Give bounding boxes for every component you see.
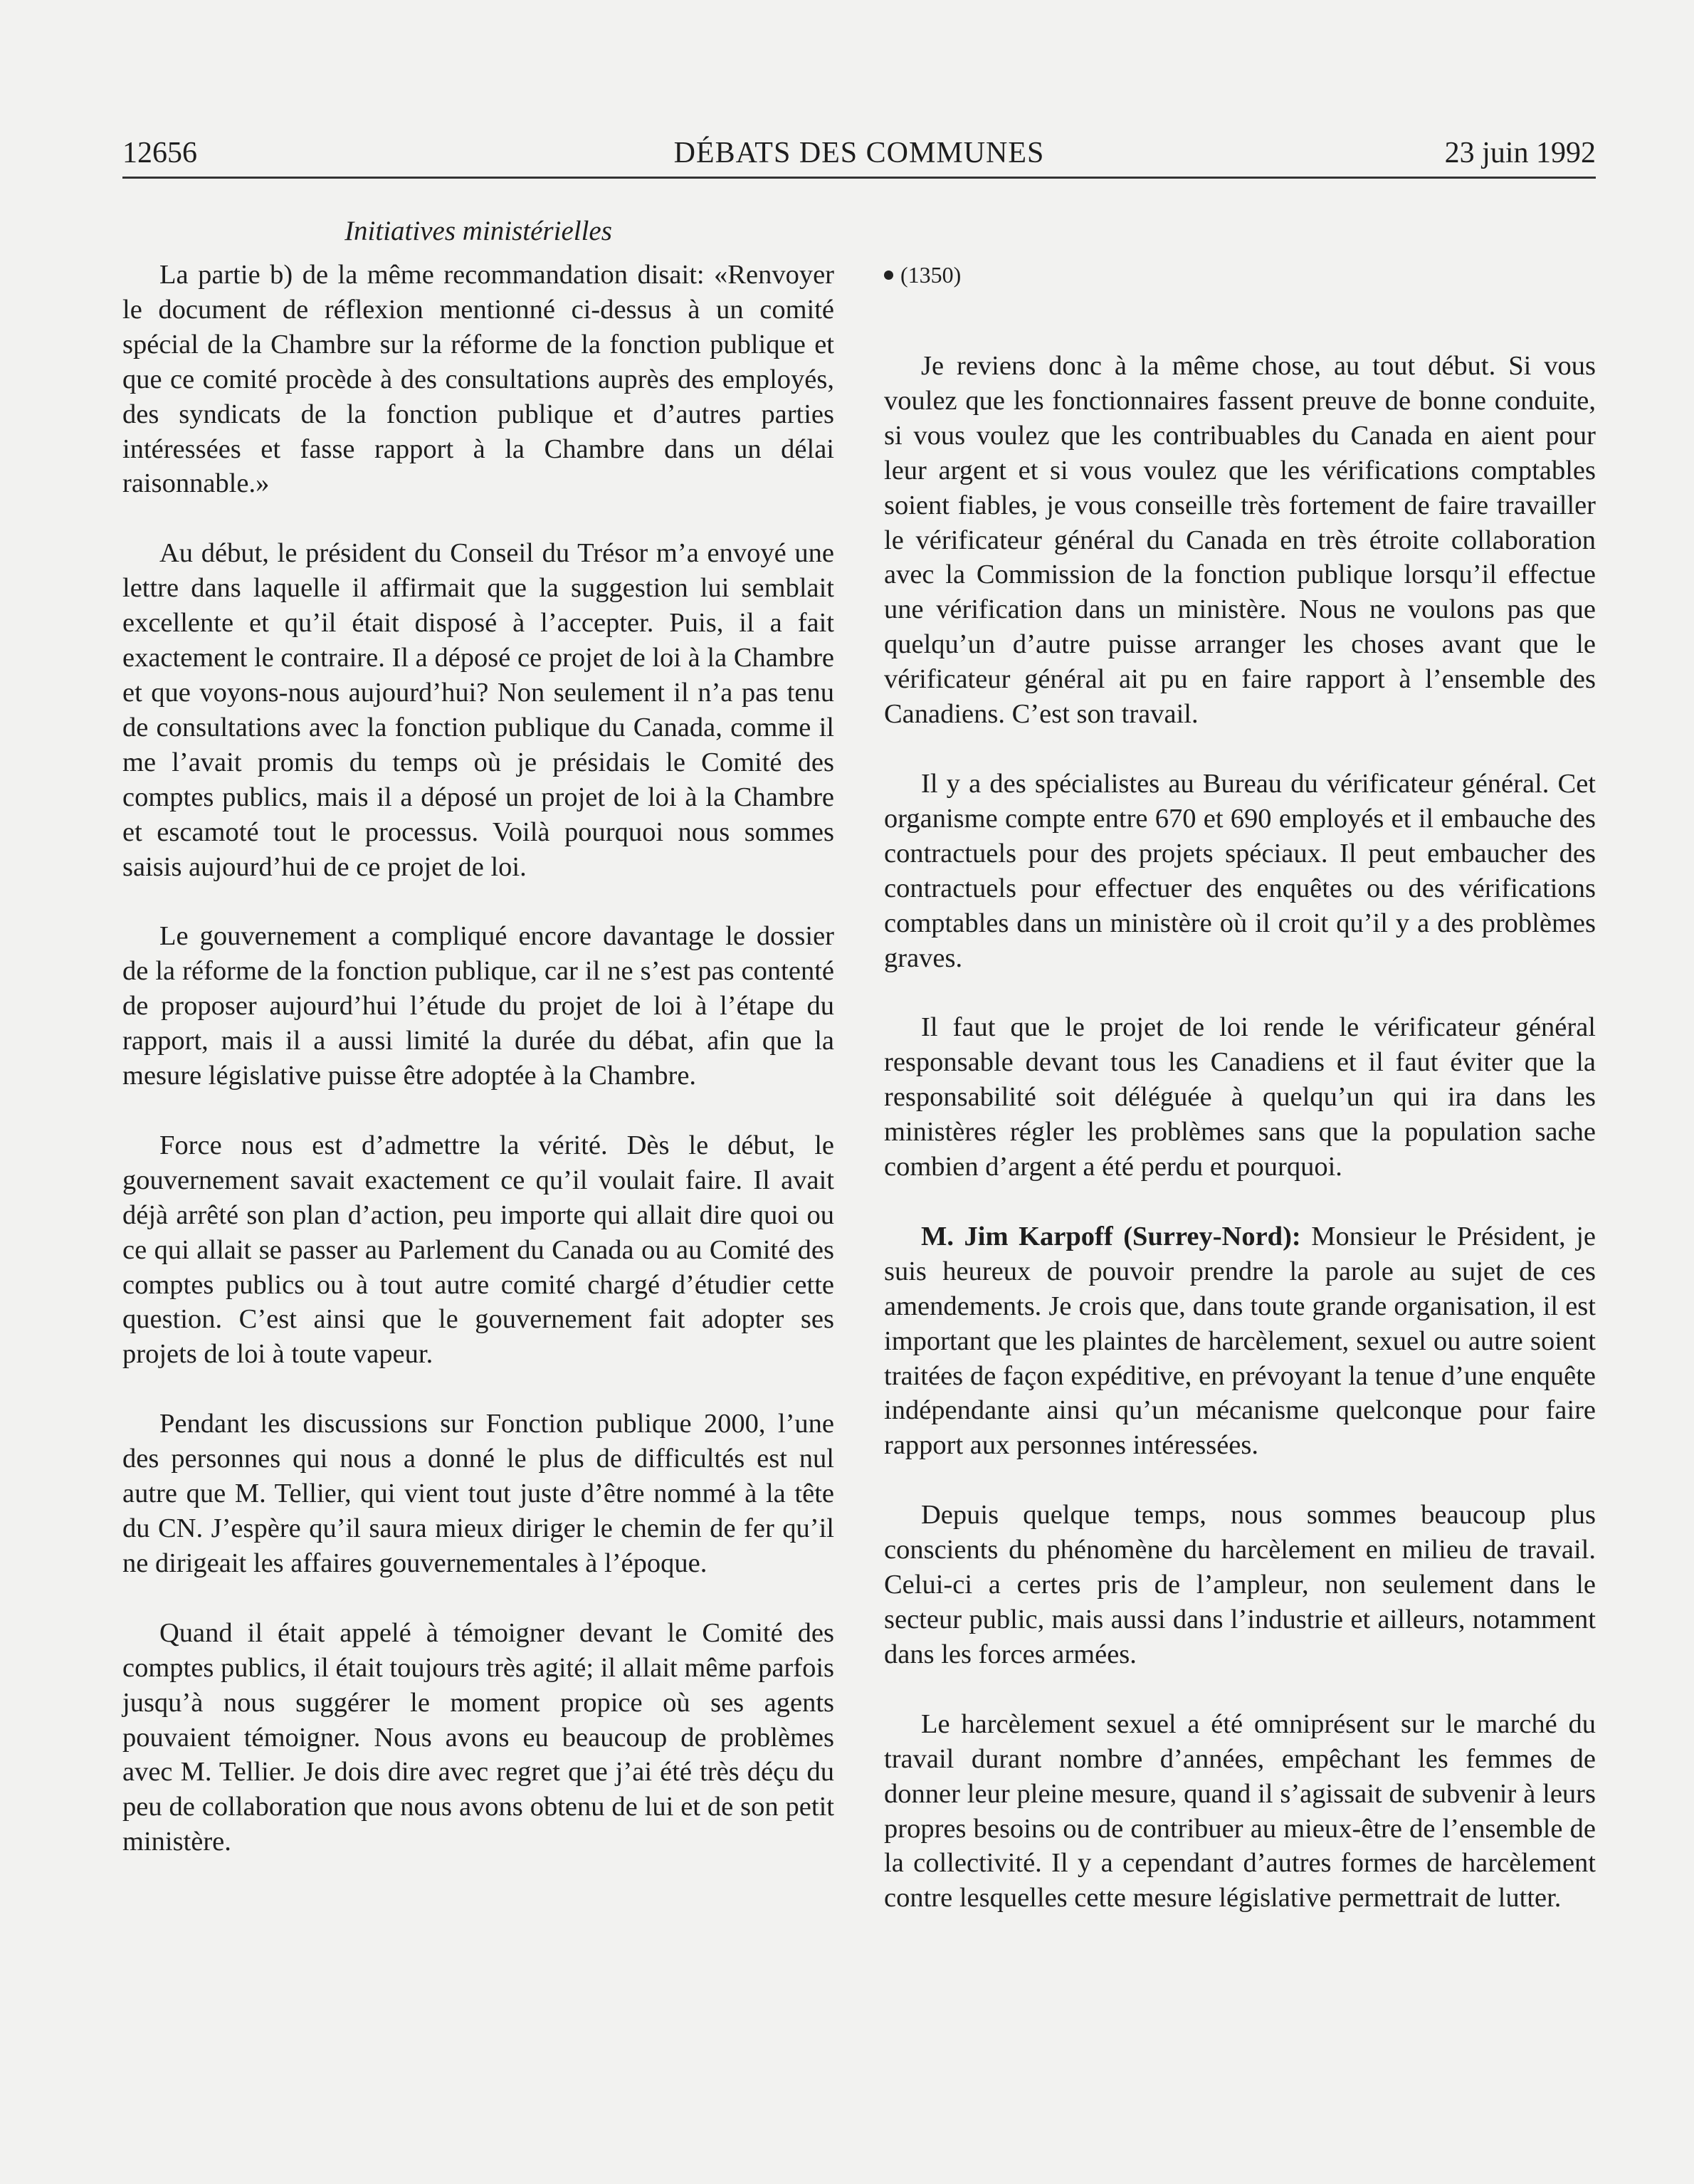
- page-number: 12656: [122, 137, 197, 169]
- paragraph: Il faut que le projet de loi rende le vérificateur général responsable devant tous les Canadiens et il faut éviter que la responsabilité soit déléguée à quelqu’un qui ira dans les ministères régler les problèmes sans que la population sache combien d’argent a été perdu et pourquoi.: [884, 1012, 1596, 1182]
- timestamp-text: (1350): [900, 262, 962, 288]
- publication-date: 23 juin 1992: [1444, 137, 1596, 169]
- speaker-name: M. Jim Karpoff (Surrey-Nord):: [921, 1221, 1301, 1251]
- speaker-text: Monsieur le Président, je suis heureux de pouvoir prendre la parole au sujet de ces amendements. Je crois que, dans toute grande organisation, il est important que les plaintes de harcèlement, sexuel ou autre soient traitées de façon expéditive, en prévoyant la tenue d’une enquête indépendante ainsi qu’un mécanisme quelconque pour faire rapport aux personnes intéressées.: [884, 1221, 1596, 1461]
- paragraph: Depuis quelque temps, nous sommes beaucoup plus conscients du phénomène du harcèlement en milieu de travail. Celui-ci a certes pris de l’ampleur, non seulement dans le secteur public, mais aussi dans l’industrie et ailleurs, notamment dans les forces armées.: [884, 1500, 1596, 1669]
- publication-title: DÉBATS DES COMMUNES: [673, 137, 1045, 169]
- paragraph: La partie b) de la même recommandation disait: «Renvoyer le document de réflexion mentionné ci-dessus à un comité spécial de la Chambre sur la réforme de la fonction publique et que ce comité procède à des consultations auprès des employés, des syndicats de la fonction publique et d’autres parties intéressées et fasse rapport à la Chambre dans un délai raisonnable.»: [122, 260, 834, 499]
- paragraph: Force nous est d’admettre la vérité. Dès le début, le gouvernement savait exactement ce qu’il voulait faire. Il avait déjà arrêté son plan d’action, peu importe qui allait dire quoi ou ce qui allait se passer au Parlement du Canada ou au Comité des comptes publics ou à tout autre comité chargé d’étudier cette question. C’est ainsi que le gouvernement fait adopter ses projets de loi à toute vapeur.: [122, 1130, 834, 1370]
- bullet-icon: [884, 271, 893, 280]
- section-title: Initiatives ministérielles: [344, 216, 612, 246]
- speaker-paragraph: [884, 1219, 1596, 1463]
- timestamp-marker: [884, 258, 1596, 292]
- paragraph: Pendant les discussions sur Fonction publique 2000, l’une des personnes qui nous a donné le plus de difficultés est nul autre que M. Tellier, qui vient tout juste d’être nommé à la tête du CN. J’espère qu’il saura mieux diriger le chemin de fer qu’il ne dirigeait les affaires gouvernementales à l’époque.: [122, 1409, 834, 1578]
- paragraph: Au début, le président du Conseil du Trésor m’a envoyé une lettre dans laquelle il affirmait que la suggestion lui semblait excellente et qu’il était disposé à l’accepter. Puis, il a fait exactement le contraire. Il a déposé ce projet de loi à la Chambre et que voyons-nous aujourd’hui? Non seulement il n’a pas tenu de consultations avec la fonction publique du Canada, comme il me l’avait promis du temps où je présidais le Comité des comptes publics, mais il a déposé un projet de loi à la Chambre et escamoté tout le processus. Voilà pourquoi nous sommes saisis aujourd’hui de ce projet de loi.: [122, 538, 834, 882]
- right-column: [884, 258, 1596, 1951]
- paragraph: Quand il était appelé à témoigner devant le Comité des comptes publics, il était toujours très agité; il allait même parfois jusqu’à nous suggérer le moment propice où ses agents pouvaient témoigner. Nous avons eu beaucoup de problèmes avec M. Tellier. Je dois dire avec regret que j’ai été très déçu du peu de collaboration que nous avons obtenu de lui et de son petit ministère.: [122, 1617, 834, 1857]
- paragraph: Je reviens donc à la même chose, au tout début. Si vous voulez que les fonctionnaires fassent preuve de bonne conduite, si vous voulez que les contribuables du Canada en aient pour leur argent et si vous voulez que les vérifications comptables soient fiables, je vous conseille très fortement de faire travailler le vérificateur général du Canada en très étroite collaboration avec la Commission de la fonction publique lorsqu’il effectue une vérification dans un ministère. Nous ne voulons pas que quelqu’un d’autre puisse arranger les choses avant que le vérificateur général ait pu en faire rapport à l’ensemble des Canadiens. C’est son travail.: [884, 351, 1596, 730]
- paragraph: Le harcèlement sexuel a été omniprésent sur le marché du travail durant nombre d’années, empêchant les femmes de donner leur pleine mesure, quand il s’agissait de subvenir à leurs propres besoins ou de contribuer au mieux-être de l’ensemble de la collectivité. Il y a cependant d’autres formes de harcèlement contre lesquelles cette mesure législative permettrait de lutter.: [884, 1708, 1596, 1913]
- paragraph: Il y a des spécialistes au Bureau du vérificateur général. Cet organisme compte entre 670 et 690 employés et il embauche des contractuels pour des projets spéciaux. Il peut embaucher des contractuels pour effectuer des enquêtes ou des vérifications comptables dans un ministère où il croit qu’il y a des problèmes graves.: [884, 768, 1596, 973]
- paragraph: Le gouvernement a compliqué encore davantage le dossier de la réforme de la fonction publique, car il ne s’est pas contenté de proposer aujourd’hui l’étude du projet de loi à l’étape du rapport, mais il a aussi limité la durée du débat, afin que la mesure législative puisse être adoptée à la Chambre.: [122, 921, 834, 1091]
- left-column: [122, 258, 834, 1894]
- page-header: [122, 134, 1596, 179]
